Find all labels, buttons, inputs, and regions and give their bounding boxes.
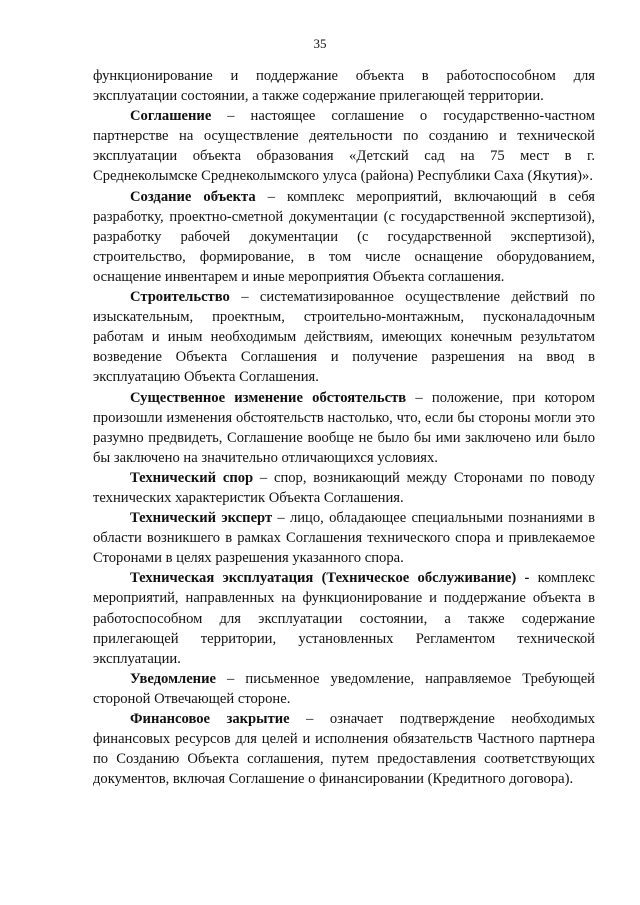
page-number: 35 [313,36,327,51]
definition-soglashenie [93,106,595,186]
definition-text: – письменное уведомление, направляемое Требующей стороной Отвечающей стороне. [93,670,595,707]
definition-tekhnicheskaya-ekspluatatsiya [93,568,595,668]
definition-text: – лицо, обладающее специальными познаниями в области возникшего в рамках Соглашения технического спора и привлекаемое Сторонами в целях разрешения указанного спора. [93,510,595,567]
definition-tekhnicheskiy-ekspert [93,508,595,568]
paragraph-continuation [93,66,595,106]
definition-term: Финансовое закрытие [130,711,290,727]
definition-text: комплекс мероприятий, направленных на функционирование и поддержание объекта в работоспособном для эксплуатации состоянии, а также содержание прилегающей территории, установленных Регламентом технической эксплуатации. [93,570,595,667]
definition-term: Строительство [130,289,230,306]
definition-finansovoe-zakrytie [93,709,595,789]
definition-stroitelstvo [93,287,595,387]
definition-term: Соглашение [130,108,212,125]
definition-text: – комплекс мероприятий, включающий в себя разработку, проектно-сметной документации (с государственной экспертизой), разработку рабочей документации (с государственной экспертизой), строительство, формирование, в том числе оснащение оборудованием, оснащение инвентарем и иные мероприятия Объекта соглашения. [93,188,596,285]
definition-term: Технический эксперт [130,510,273,527]
definition-text: – спор, возникающий между Сторонами по поводу технических характеристик Объекта Соглашения. [93,469,596,506]
definition-term: Техническая эксплуатация (Техническое обслуживание) - [130,570,530,587]
definition-sushchestvennoe-izmenenie [93,388,595,468]
definition-text: – положение, при котором произошли изменения обстоятельств настолько, что, если бы стороны могли это разумно предвидеть, Соглашение вообще не было бы ими заключено или было бы заключено на значительно отличающихся условиях. [93,389,595,466]
definition-uvedomlenie [93,669,595,709]
definition-text: – означает подтверждение необходимых финансовых ресурсов для целей и исполнения обязательств Частного партнера по Созданию Объекта соглашения, путем предоставления соответствующих документов, включая Соглашение о финансировании (Кредитного договора). [93,711,595,788]
definition-tekhnicheskiy-spor [93,468,595,508]
definition-term: Уведомление [130,670,216,687]
definition-term: Технический спор [130,469,254,486]
definition-sozdanie-obekta [93,187,595,287]
definition-term: Создание объекта [130,188,256,205]
definition-text: – настоящее соглашение о государственно-частном партнерстве на осуществление деятельности по созданию и технической эксплуатации объекта образования «Детский сад на 75 мест в г. Среднеколымске Среднеколымского улуса (района) Республики Саха (Якутия)». [93,108,595,185]
definitions-body [93,66,595,789]
definition-term: Существенное изменение обстоятельств [130,389,407,406]
paragraph-text: функционирование и поддержание объекта в работоспособном для эксплуатации состоянии, а также содержание прилегающей территории. [93,68,595,105]
definition-text: – систематизированное осуществление действий по изыскательным, проектным, строительно-монтажным, пусконаладочным работам и иным необходимым действиям, имеющих конечным результатом возведение Объекта Соглашения и получение разрешения на ввод в эксплуатацию Объекта Соглашения. [93,289,595,386]
